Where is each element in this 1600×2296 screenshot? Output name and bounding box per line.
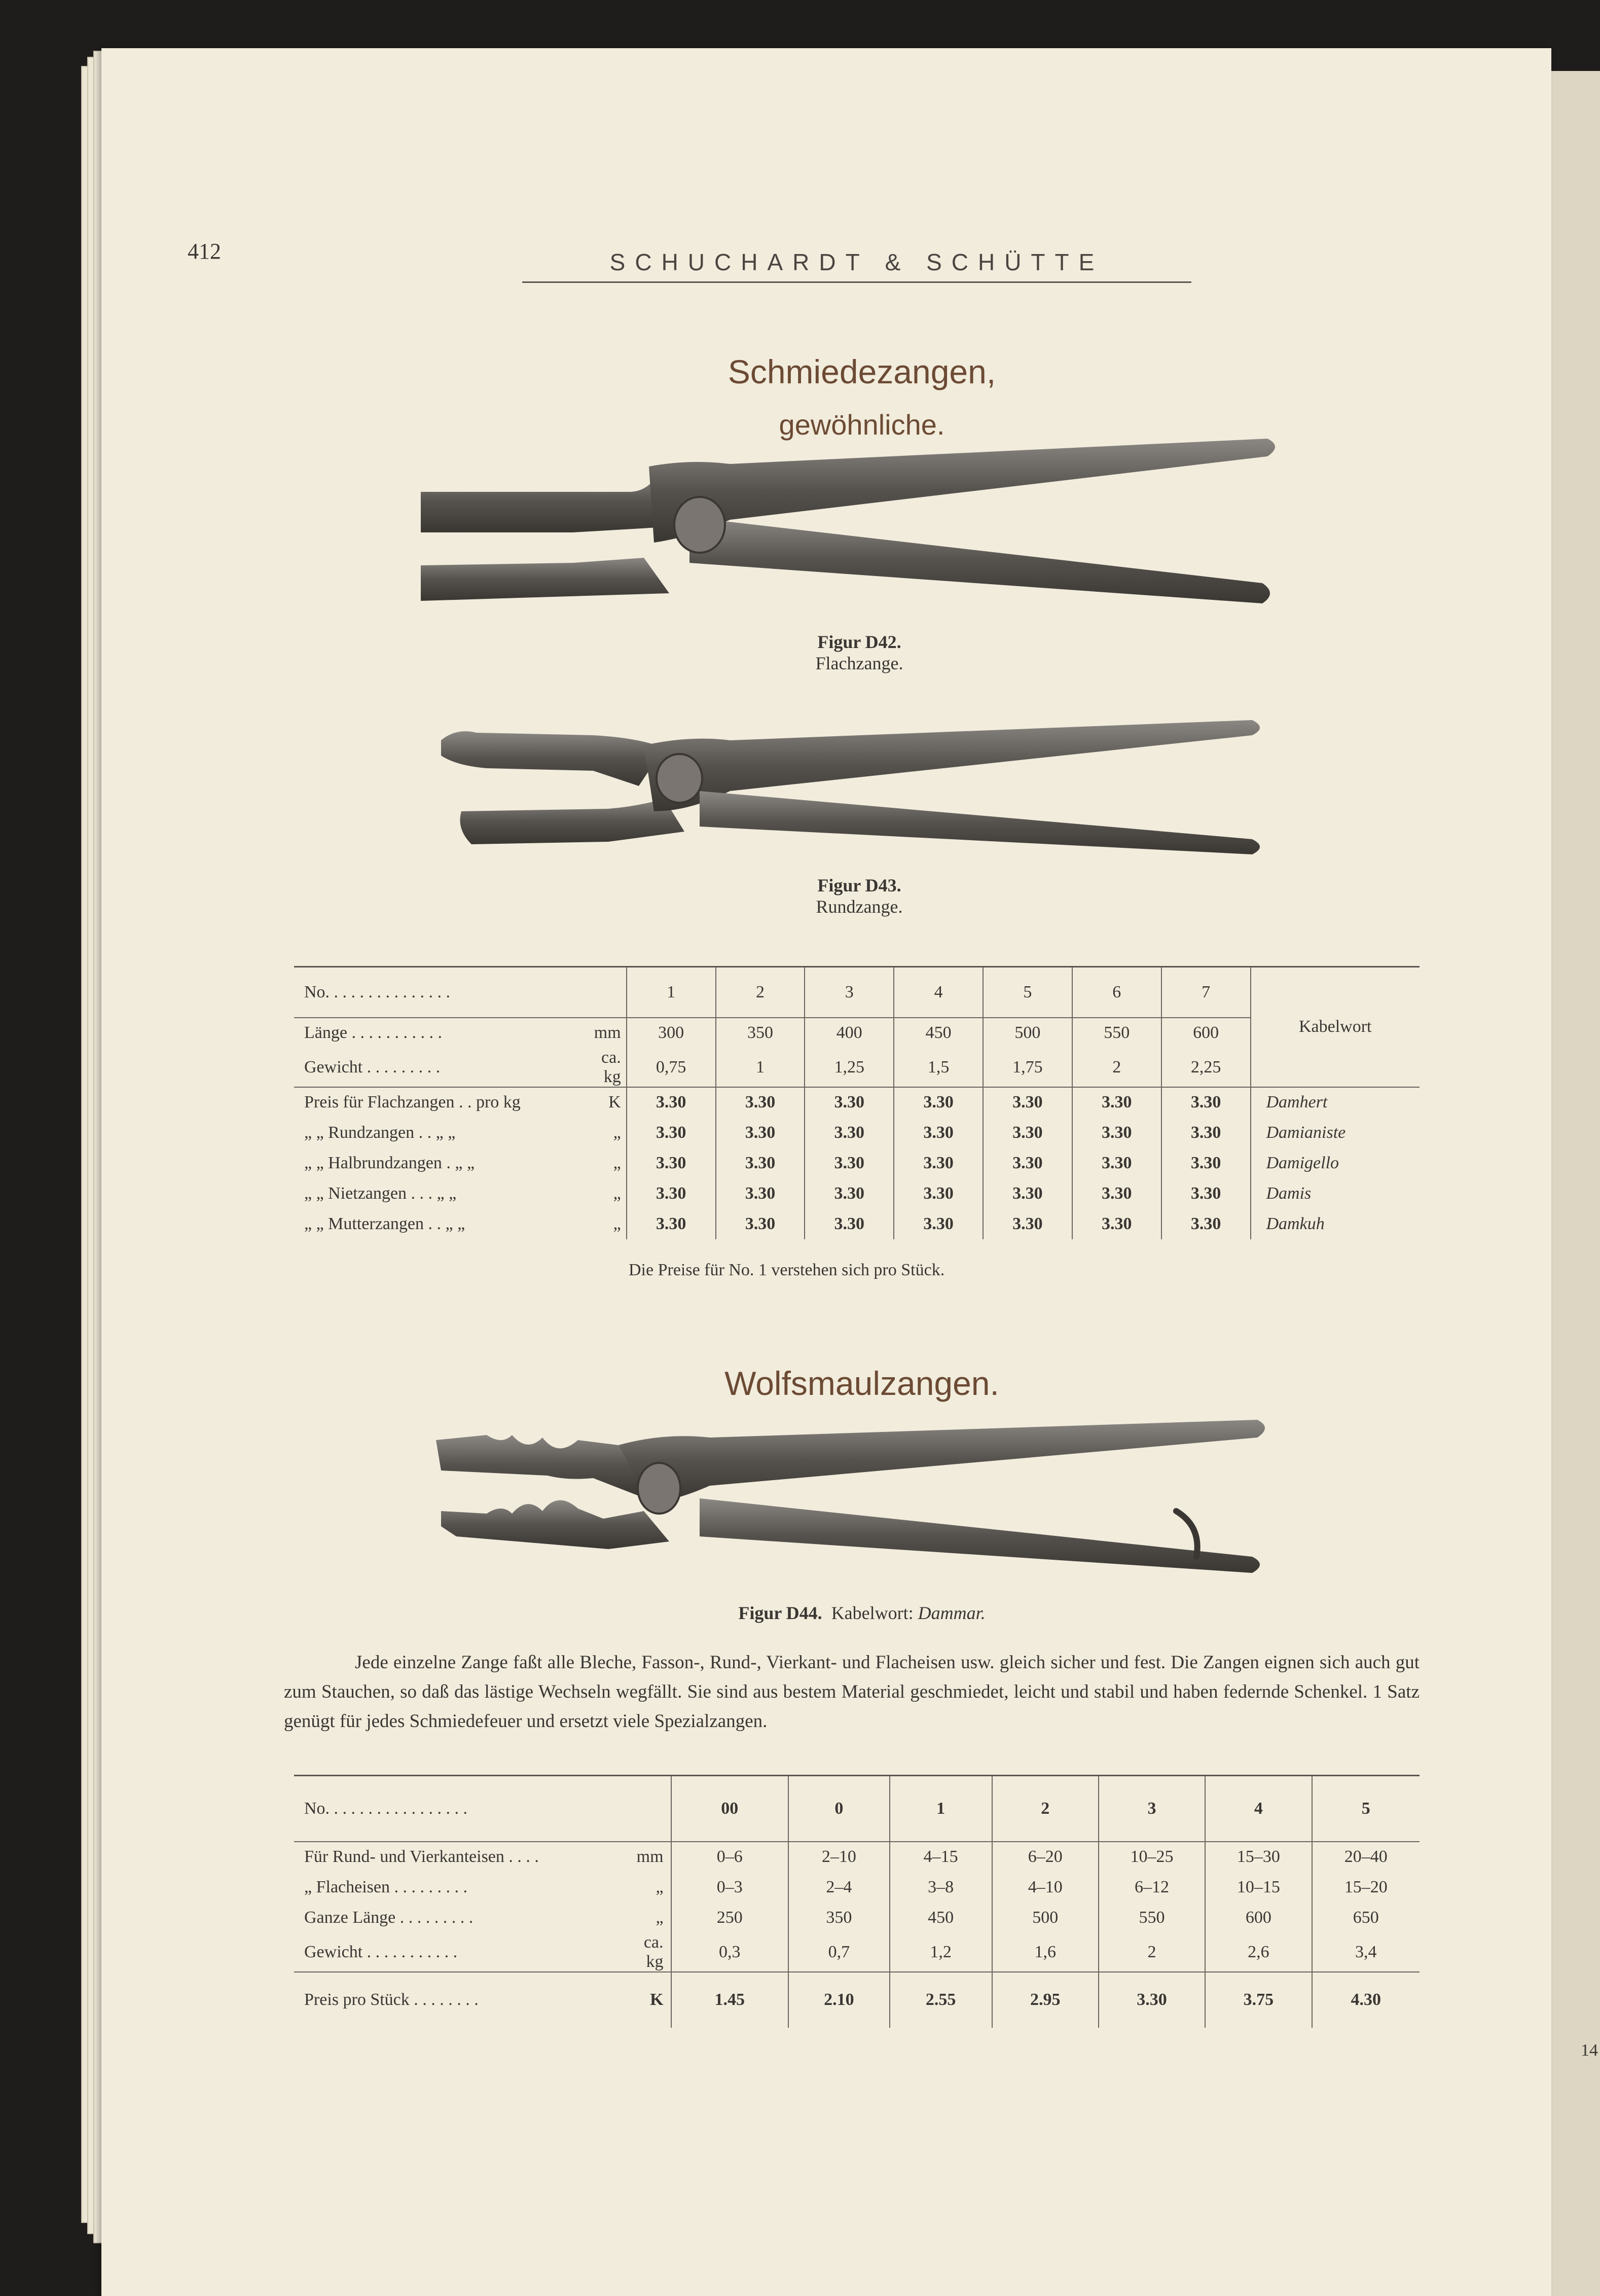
column-number: 1 bbox=[627, 967, 716, 1018]
row-unit: ca. kg bbox=[643, 1932, 664, 1971]
spec-value: 6–12 bbox=[1099, 1872, 1205, 1903]
spec-value: 1 bbox=[716, 1048, 805, 1087]
column-label: No. . . . . . . . . . . . . . . . . bbox=[304, 1799, 468, 1818]
price-value: 2.55 bbox=[890, 1972, 992, 2028]
price-value: 3.30 bbox=[894, 1118, 983, 1148]
row-label: „ „ Nietzangen . . . „ „ bbox=[304, 1183, 457, 1203]
row-unit: „ bbox=[613, 1123, 621, 1142]
figure-label: Figur D44. bbox=[738, 1603, 822, 1623]
price-row bbox=[294, 1209, 1420, 1239]
price-value: 3.30 bbox=[805, 1118, 894, 1148]
row-unit: mm bbox=[594, 1023, 621, 1042]
price-value: 3.30 bbox=[1161, 1087, 1251, 1118]
price-value: 3.30 bbox=[1072, 1118, 1161, 1148]
header-row bbox=[294, 1776, 1420, 1842]
spec-value: 2,6 bbox=[1205, 1933, 1312, 1972]
section-title: Schmiedezangen, bbox=[728, 353, 996, 390]
spec-value: 10–25 bbox=[1099, 1842, 1205, 1872]
row-unit: ca. kg bbox=[601, 1048, 621, 1086]
column-number: 4 bbox=[1205, 1776, 1312, 1842]
price-value: 3.30 bbox=[1161, 1148, 1251, 1178]
row-unit: K bbox=[650, 1990, 664, 2009]
price-value: 3.30 bbox=[716, 1209, 805, 1239]
tongs-price-table bbox=[294, 966, 1420, 1280]
column-number: 00 bbox=[671, 1776, 789, 1842]
price-note: Die Preise für No. 1 verstehen sich pro Stück. bbox=[629, 1260, 945, 1279]
price-value: 3.30 bbox=[627, 1178, 716, 1209]
price-value: 2.95 bbox=[992, 1972, 1099, 2028]
spec-value: 0–3 bbox=[671, 1872, 789, 1903]
row-label: „ „ Mutterzangen . . „ „ bbox=[304, 1214, 465, 1233]
spec-value: 0–6 bbox=[671, 1842, 789, 1872]
spec-value: 2 bbox=[1072, 1048, 1161, 1087]
spec-row bbox=[294, 1842, 1420, 1872]
spec-value: 1,75 bbox=[983, 1048, 1072, 1087]
row-unit: K bbox=[608, 1092, 621, 1111]
spec-value: 650 bbox=[1312, 1903, 1420, 1933]
row-unit: „ bbox=[613, 1183, 621, 1203]
price-value: 3.30 bbox=[983, 1087, 1072, 1118]
row-unit: „ bbox=[613, 1153, 621, 1172]
price-value: 3.30 bbox=[627, 1209, 716, 1239]
column-number: 6 bbox=[1072, 967, 1161, 1018]
price-value: 3.30 bbox=[805, 1148, 894, 1178]
spec-value: 0,3 bbox=[671, 1933, 789, 1972]
spec-value: 350 bbox=[716, 1018, 805, 1048]
row-label: Länge . . . . . . . . . . . bbox=[304, 1023, 442, 1042]
price-value: 2.10 bbox=[788, 1972, 890, 2028]
cable-code: Damianiste bbox=[1251, 1118, 1420, 1148]
spec-value: 1,5 bbox=[894, 1048, 983, 1087]
row-label: Preis pro Stück . . . . . . . . bbox=[304, 1990, 479, 2009]
price-value: 3.30 bbox=[1072, 1148, 1161, 1178]
spec-value: 350 bbox=[788, 1903, 890, 1933]
price-value: 3.30 bbox=[627, 1148, 716, 1178]
spec-value: 0,75 bbox=[627, 1048, 716, 1087]
price-row bbox=[294, 1972, 1420, 2028]
column-number: 2 bbox=[992, 1776, 1099, 1842]
price-value: 3.30 bbox=[983, 1118, 1072, 1148]
price-value: 3.30 bbox=[1072, 1209, 1161, 1239]
price-value: 3.30 bbox=[716, 1178, 805, 1209]
figure-caption-d42 bbox=[707, 631, 1011, 674]
price-value: 3.30 bbox=[805, 1209, 894, 1239]
column-number: 0 bbox=[788, 1776, 890, 1842]
price-value: 3.30 bbox=[805, 1087, 894, 1118]
spec-value: 2–10 bbox=[788, 1842, 890, 1872]
row-unit: mm bbox=[636, 1847, 664, 1866]
column-number: 5 bbox=[1312, 1776, 1420, 1842]
spec-value: 0,7 bbox=[788, 1933, 890, 1972]
price-value: 3.30 bbox=[983, 1209, 1072, 1239]
row-label: „ „ Rundzangen . . „ „ bbox=[304, 1123, 456, 1142]
column-number: 3 bbox=[1099, 1776, 1205, 1842]
cable-code: Damkuh bbox=[1251, 1209, 1420, 1239]
spec-value: 300 bbox=[627, 1018, 716, 1048]
spec-value: 600 bbox=[1161, 1018, 1251, 1048]
code-column-header: Kabelwort bbox=[1251, 967, 1420, 1087]
note-row bbox=[294, 1239, 1420, 1280]
figure-caption-d44 bbox=[608, 1602, 1115, 1624]
column-number: 5 bbox=[983, 967, 1072, 1018]
column-number: 7 bbox=[1161, 967, 1251, 1018]
column-number: 4 bbox=[894, 967, 983, 1018]
row-unit: „ bbox=[613, 1214, 621, 1233]
cable-code: Damis bbox=[1251, 1178, 1420, 1209]
row-label: Für Rund- und Vierkanteisen . . . . bbox=[304, 1847, 539, 1866]
figure-name: Rundzange. bbox=[816, 896, 903, 917]
price-value: 3.30 bbox=[716, 1118, 805, 1148]
column-label: No. . . . . . . . . . . . . . . bbox=[304, 982, 451, 1001]
wolf-jaw-price-table bbox=[294, 1775, 1420, 2028]
page-number: 412 bbox=[188, 239, 221, 264]
flat-tongs-illustration bbox=[406, 431, 1288, 624]
price-value: 3.30 bbox=[1161, 1178, 1251, 1209]
spec-value: 15–30 bbox=[1205, 1842, 1312, 1872]
cable-code: Dammar. bbox=[918, 1603, 986, 1623]
column-number: 2 bbox=[716, 967, 805, 1018]
spec-value: 4–10 bbox=[992, 1872, 1099, 1903]
row-label: Preis für Flachzangen . . pro kg bbox=[304, 1092, 521, 1111]
spec-value: 10–15 bbox=[1205, 1872, 1312, 1903]
spec-value: 1,6 bbox=[992, 1933, 1099, 1972]
price-value: 3.30 bbox=[716, 1087, 805, 1118]
price-value: 3.30 bbox=[1161, 1118, 1251, 1148]
price-value: 3.30 bbox=[894, 1209, 983, 1239]
spec-value: 6–20 bbox=[992, 1842, 1099, 1872]
row-label: „ Flacheisen . . . . . . . . . bbox=[304, 1877, 467, 1896]
section-title-wolfsmaul: Wolfsmaulzangen. bbox=[724, 1365, 999, 1402]
price-value: 3.30 bbox=[1161, 1209, 1251, 1239]
cable-code-label: Kabelwort: bbox=[831, 1603, 914, 1623]
spec-value: 4–15 bbox=[890, 1842, 992, 1872]
header-rule bbox=[522, 281, 1191, 283]
spec-value: 600 bbox=[1205, 1903, 1312, 1933]
spec-value: 450 bbox=[894, 1018, 983, 1048]
cable-code: Damigello bbox=[1251, 1148, 1420, 1178]
spec-value: 550 bbox=[1072, 1018, 1161, 1048]
spec-value: 1,25 bbox=[805, 1048, 894, 1087]
price-value: 3.30 bbox=[983, 1148, 1072, 1178]
row-label: Gewicht . . . . . . . . . . . bbox=[304, 1942, 458, 1961]
figure-caption-d43 bbox=[707, 875, 1011, 917]
row-label: „ „ Halbrundzangen . „ „ bbox=[304, 1153, 475, 1172]
spacer-cell bbox=[628, 1776, 671, 1842]
spec-value: 20–40 bbox=[1312, 1842, 1420, 1872]
spec-value: 500 bbox=[983, 1018, 1072, 1048]
running-header: SCHUCHARDT & SCHÜTTE bbox=[609, 249, 1104, 275]
column-number: 3 bbox=[805, 967, 894, 1018]
price-value: 3.30 bbox=[894, 1148, 983, 1178]
figure-label: Figur D42. bbox=[817, 632, 901, 652]
price-value: 1.45 bbox=[671, 1972, 789, 2028]
spec-value: 2,25 bbox=[1161, 1048, 1251, 1087]
spec-value: 450 bbox=[890, 1903, 992, 1933]
spec-value: 2 bbox=[1099, 1933, 1205, 1972]
section-subtitle: gewöhnliche. bbox=[779, 409, 945, 441]
price-row bbox=[294, 1178, 1420, 1209]
margin-mark: 14 bbox=[1581, 2041, 1598, 2060]
row-label: Ganze Länge . . . . . . . . . bbox=[304, 1908, 474, 1927]
spec-row bbox=[294, 1872, 1420, 1903]
price-value: 3.30 bbox=[716, 1148, 805, 1178]
spec-value: 400 bbox=[805, 1018, 894, 1048]
price-value: 3.75 bbox=[1205, 1972, 1312, 2028]
row-unit: „ bbox=[656, 1877, 664, 1896]
price-row bbox=[294, 1148, 1420, 1178]
price-value: 3.30 bbox=[1099, 1972, 1205, 2028]
price-value: 4.30 bbox=[1312, 1972, 1420, 2028]
price-value: 3.30 bbox=[627, 1118, 716, 1148]
price-value: 3.30 bbox=[805, 1178, 894, 1209]
spacer-cell bbox=[594, 967, 627, 1018]
row-unit: „ bbox=[656, 1908, 664, 1927]
cable-code: Damhert bbox=[1251, 1087, 1420, 1118]
figure-label: Figur D43. bbox=[817, 875, 901, 895]
figure-name: Flachzange. bbox=[815, 653, 903, 673]
row-label: Gewicht . . . . . . . . . bbox=[304, 1057, 441, 1077]
spec-value: 250 bbox=[671, 1903, 789, 1933]
spec-value: 500 bbox=[992, 1903, 1099, 1933]
header-row bbox=[294, 967, 1420, 1018]
wolf-jaw-tongs-illustration bbox=[426, 1410, 1278, 1582]
price-value: 3.30 bbox=[894, 1087, 983, 1118]
price-value: 3.30 bbox=[627, 1087, 716, 1118]
spec-value: 1,2 bbox=[890, 1933, 992, 1972]
price-value: 3.30 bbox=[1072, 1178, 1161, 1209]
spec-value: 15–20 bbox=[1312, 1872, 1420, 1903]
price-row bbox=[294, 1087, 1420, 1118]
spec-value: 550 bbox=[1099, 1903, 1205, 1933]
price-value: 3.30 bbox=[894, 1178, 983, 1209]
price-value: 3.30 bbox=[983, 1178, 1072, 1209]
spec-row bbox=[294, 1933, 1420, 1972]
price-value: 3.30 bbox=[1072, 1087, 1161, 1118]
spec-value: 3,4 bbox=[1312, 1933, 1420, 1972]
round-tongs-illustration bbox=[426, 710, 1267, 877]
column-number: 1 bbox=[890, 1776, 992, 1842]
spec-row bbox=[294, 1903, 1420, 1933]
spec-value: 2–4 bbox=[788, 1872, 890, 1903]
next-page-edge bbox=[1546, 71, 1600, 2296]
price-row bbox=[294, 1118, 1420, 1148]
spec-value: 3–8 bbox=[890, 1872, 992, 1903]
description-paragraph: Jede einzelne Zange faßt alle Bleche, Fasson-, Rund-, Vierkant- und Flacheisen usw. gleich sicher und fest. Die Zangen eignen sich auch gut zum Stauchen, so daß das lästige Wechseln wegfällt. Sie sind aus bestem Material geschmiedet, leicht und stabil und haben federnde Schenkel. 1 Satz genügt für jedes Schmiedefeuer und ersetzt viele Spezialzangen. bbox=[284, 1652, 1420, 1732]
